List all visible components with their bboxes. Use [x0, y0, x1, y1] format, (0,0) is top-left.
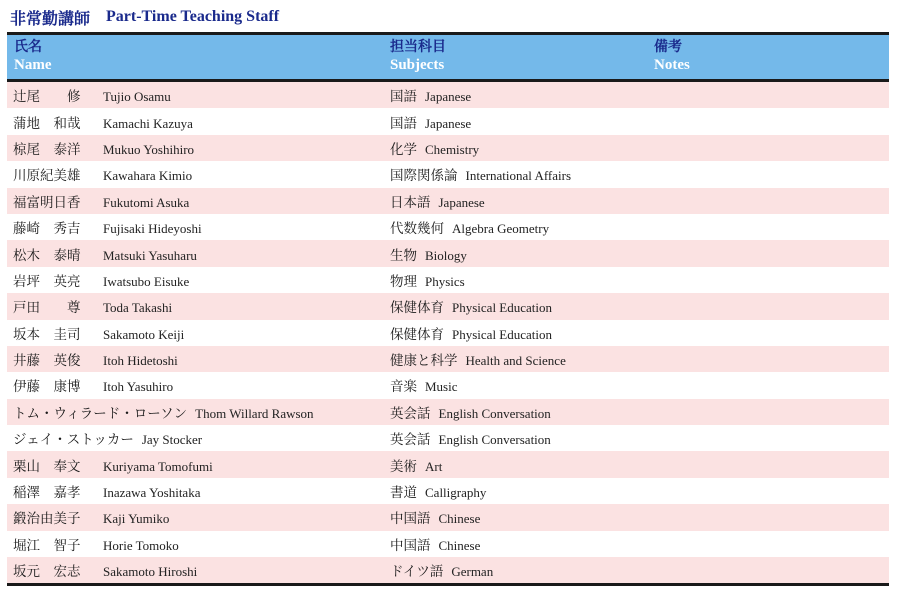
- subject-english: Algebra Geometry: [452, 221, 550, 237]
- name-english: Toda Takashi: [103, 300, 173, 316]
- subject-cell: [390, 296, 552, 316]
- subject-english: English Conversation: [438, 405, 551, 421]
- subject-japanese: 中国語: [390, 537, 431, 554]
- subject-cell: [390, 138, 479, 158]
- page-title: [10, 4, 279, 30]
- subject-cell: [390, 217, 549, 237]
- name-japanese: ジェイ・ストッカー: [13, 432, 134, 449]
- subject-japanese: 国語: [390, 89, 417, 106]
- subject-english: Biology: [425, 247, 467, 263]
- subject-japanese: 英会話: [390, 405, 431, 422]
- table-row: [7, 267, 889, 293]
- subject-japanese: 健康と科学: [390, 353, 458, 370]
- subject-cell: [390, 455, 442, 475]
- header-subjects-en: Subjects: [390, 57, 445, 73]
- table-row: [7, 240, 889, 266]
- subject-japanese: 国際関係論: [390, 168, 458, 185]
- name-japanese: 藤崎 秀吉: [13, 221, 81, 238]
- header-name-en: Name: [14, 57, 52, 73]
- subject-japanese: ドイツ語: [390, 564, 444, 581]
- name-cell: [13, 534, 179, 554]
- table-row: [7, 557, 889, 583]
- name-japanese: 井藤 英俊: [13, 353, 81, 370]
- table-row: [7, 399, 889, 425]
- name-english: Kaji Yumiko: [103, 511, 170, 527]
- table-row: [7, 108, 889, 134]
- subject-japanese: 中国語: [390, 511, 431, 528]
- table-row: [7, 425, 889, 451]
- staff-table: [7, 32, 889, 586]
- subject-english: Japanese: [425, 115, 472, 131]
- subject-cell: [390, 323, 552, 343]
- table-header: [7, 32, 889, 82]
- subject-english: Chinese: [438, 511, 481, 527]
- name-english: Inazawa Yoshitaka: [103, 485, 201, 501]
- subject-english: Chemistry: [425, 141, 480, 157]
- name-english: Itoh Hidetoshi: [103, 353, 178, 369]
- subject-cell: [390, 428, 551, 448]
- table-row: [7, 188, 889, 214]
- name-cell: [13, 164, 192, 184]
- title-japanese: 非常勤講師: [10, 8, 91, 28]
- name-japanese: 稲澤 嘉孝: [13, 485, 81, 502]
- subject-japanese: 生物: [390, 247, 417, 264]
- header-notes: [654, 38, 690, 74]
- name-cell: [13, 270, 189, 290]
- name-english: Kamachi Kazuya: [103, 115, 193, 131]
- name-japanese: 松木 泰晴: [13, 247, 81, 264]
- subject-english: Physical Education: [452, 300, 553, 316]
- table-bottom-rule: [7, 583, 889, 586]
- subject-japanese: 国語: [390, 115, 417, 132]
- table-row: [7, 478, 889, 504]
- subject-japanese: 日本語: [390, 194, 431, 211]
- subject-cell: [390, 244, 467, 264]
- table-row: [7, 293, 889, 319]
- header-notes-en: Notes: [654, 57, 690, 73]
- name-japanese: 坂元 宏志: [13, 564, 81, 581]
- subject-english: German: [451, 564, 494, 580]
- subject-japanese: 物理: [390, 273, 417, 290]
- subject-cell: [390, 481, 486, 501]
- subject-english: Physical Education: [452, 326, 553, 342]
- name-japanese: 堀江 智子: [13, 537, 81, 554]
- subject-english: International Affairs: [465, 168, 572, 184]
- subject-japanese: 美術: [390, 458, 417, 475]
- name-cell: [13, 296, 172, 316]
- subject-cell: [390, 349, 566, 369]
- subject-english: Physics: [425, 273, 465, 289]
- name-cell: [13, 481, 200, 501]
- name-cell: [13, 455, 213, 475]
- name-cell: [13, 507, 169, 527]
- table-row: [7, 214, 889, 240]
- table-row: [7, 372, 889, 398]
- name-english: Sakamoto Keiji: [103, 326, 185, 342]
- name-english: Tujio Osamu: [103, 89, 171, 105]
- subject-japanese: 英会話: [390, 432, 431, 449]
- table-row: [7, 82, 889, 108]
- name-cell: [13, 217, 202, 237]
- name-japanese: 辻尾 修: [13, 89, 81, 106]
- name-english: Thom Willard Rawson: [195, 405, 314, 421]
- subject-english: Music: [425, 379, 458, 395]
- name-japanese: 岩坪 英亮: [13, 273, 81, 290]
- name-japanese: 坂本 圭司: [13, 326, 81, 343]
- subject-english: Health and Science: [465, 353, 566, 369]
- subject-japanese: 代数幾何: [390, 221, 444, 238]
- name-english: Sakamoto Hiroshi: [103, 564, 198, 580]
- title-english: Part-Time Teaching Staff: [106, 8, 280, 25]
- header-name: [14, 38, 52, 74]
- name-cell: [13, 323, 184, 343]
- header-name-jp: 氏名: [14, 39, 42, 55]
- header-subjects-jp: 担当科目: [390, 39, 446, 55]
- name-japanese: 戸田 尊: [13, 300, 81, 317]
- header-subjects: [390, 38, 446, 74]
- name-english: Horie Tomoko: [103, 537, 179, 553]
- name-japanese: 伊藤 康博: [13, 379, 81, 396]
- name-cell: [13, 428, 202, 448]
- subject-english: English Conversation: [438, 432, 551, 448]
- subject-cell: [390, 85, 471, 105]
- name-english: Matsuki Yasuharu: [103, 247, 197, 263]
- name-japanese: 川原紀美雄: [13, 168, 81, 185]
- name-english: Jay Stocker: [141, 432, 203, 448]
- subject-cell: [390, 164, 571, 184]
- name-english: Fukutomi Asuka: [103, 194, 190, 210]
- subject-japanese: 保健体育: [390, 300, 444, 317]
- subject-cell: [390, 191, 485, 211]
- name-cell: [13, 85, 171, 105]
- name-english: Iwatsubo Eisuke: [103, 273, 190, 289]
- subject-japanese: 保健体育: [390, 326, 444, 343]
- name-japanese: 鍛治由美子: [13, 511, 81, 528]
- table-row: [7, 504, 889, 530]
- name-cell: [13, 244, 197, 264]
- subject-cell: [390, 507, 480, 527]
- subject-cell: [390, 534, 480, 554]
- subject-japanese: 書道: [390, 485, 417, 502]
- name-cell: [13, 560, 197, 580]
- table-row: [7, 531, 889, 557]
- subject-english: Japanese: [425, 89, 472, 105]
- subject-japanese: 化学: [390, 141, 417, 158]
- table-body: [7, 82, 889, 583]
- name-english: Mukuo Yoshihiro: [103, 141, 195, 157]
- name-english: Kawahara Kimio: [103, 168, 193, 184]
- subject-english: Calligraphy: [425, 485, 487, 501]
- name-japanese: 椋尾 泰洋: [13, 141, 81, 158]
- table-row: [7, 346, 889, 372]
- subject-cell: [390, 375, 458, 395]
- name-japanese: 栗山 奉文: [13, 458, 81, 475]
- table-row: [7, 161, 889, 187]
- name-japanese: 蒲地 和哉: [13, 115, 81, 132]
- subject-english: Chinese: [438, 537, 481, 553]
- name-japanese: 福富明日香: [13, 194, 81, 211]
- name-japanese: トム・ウィラード・ローソン: [13, 405, 188, 422]
- subject-english: Art: [425, 458, 443, 474]
- subject-english: Japanese: [438, 194, 485, 210]
- subject-cell: [390, 402, 551, 422]
- name-cell: [13, 191, 189, 211]
- table-row: [7, 320, 889, 346]
- subject-cell: [390, 112, 471, 132]
- table-row: [7, 135, 889, 161]
- subject-japanese: 音楽: [390, 379, 417, 396]
- name-english: Fujisaki Hideyoshi: [103, 221, 202, 237]
- header-notes-jp: 備考: [654, 39, 682, 55]
- name-english: Itoh Yasuhiro: [103, 379, 174, 395]
- table-row: [7, 451, 889, 477]
- name-cell: [13, 112, 193, 132]
- subject-cell: [390, 270, 465, 290]
- name-cell: [13, 375, 173, 395]
- subject-cell: [390, 560, 493, 580]
- name-cell: [13, 402, 314, 422]
- name-cell: [13, 138, 194, 158]
- name-cell: [13, 349, 178, 369]
- name-english: Kuriyama Tomofumi: [103, 458, 213, 474]
